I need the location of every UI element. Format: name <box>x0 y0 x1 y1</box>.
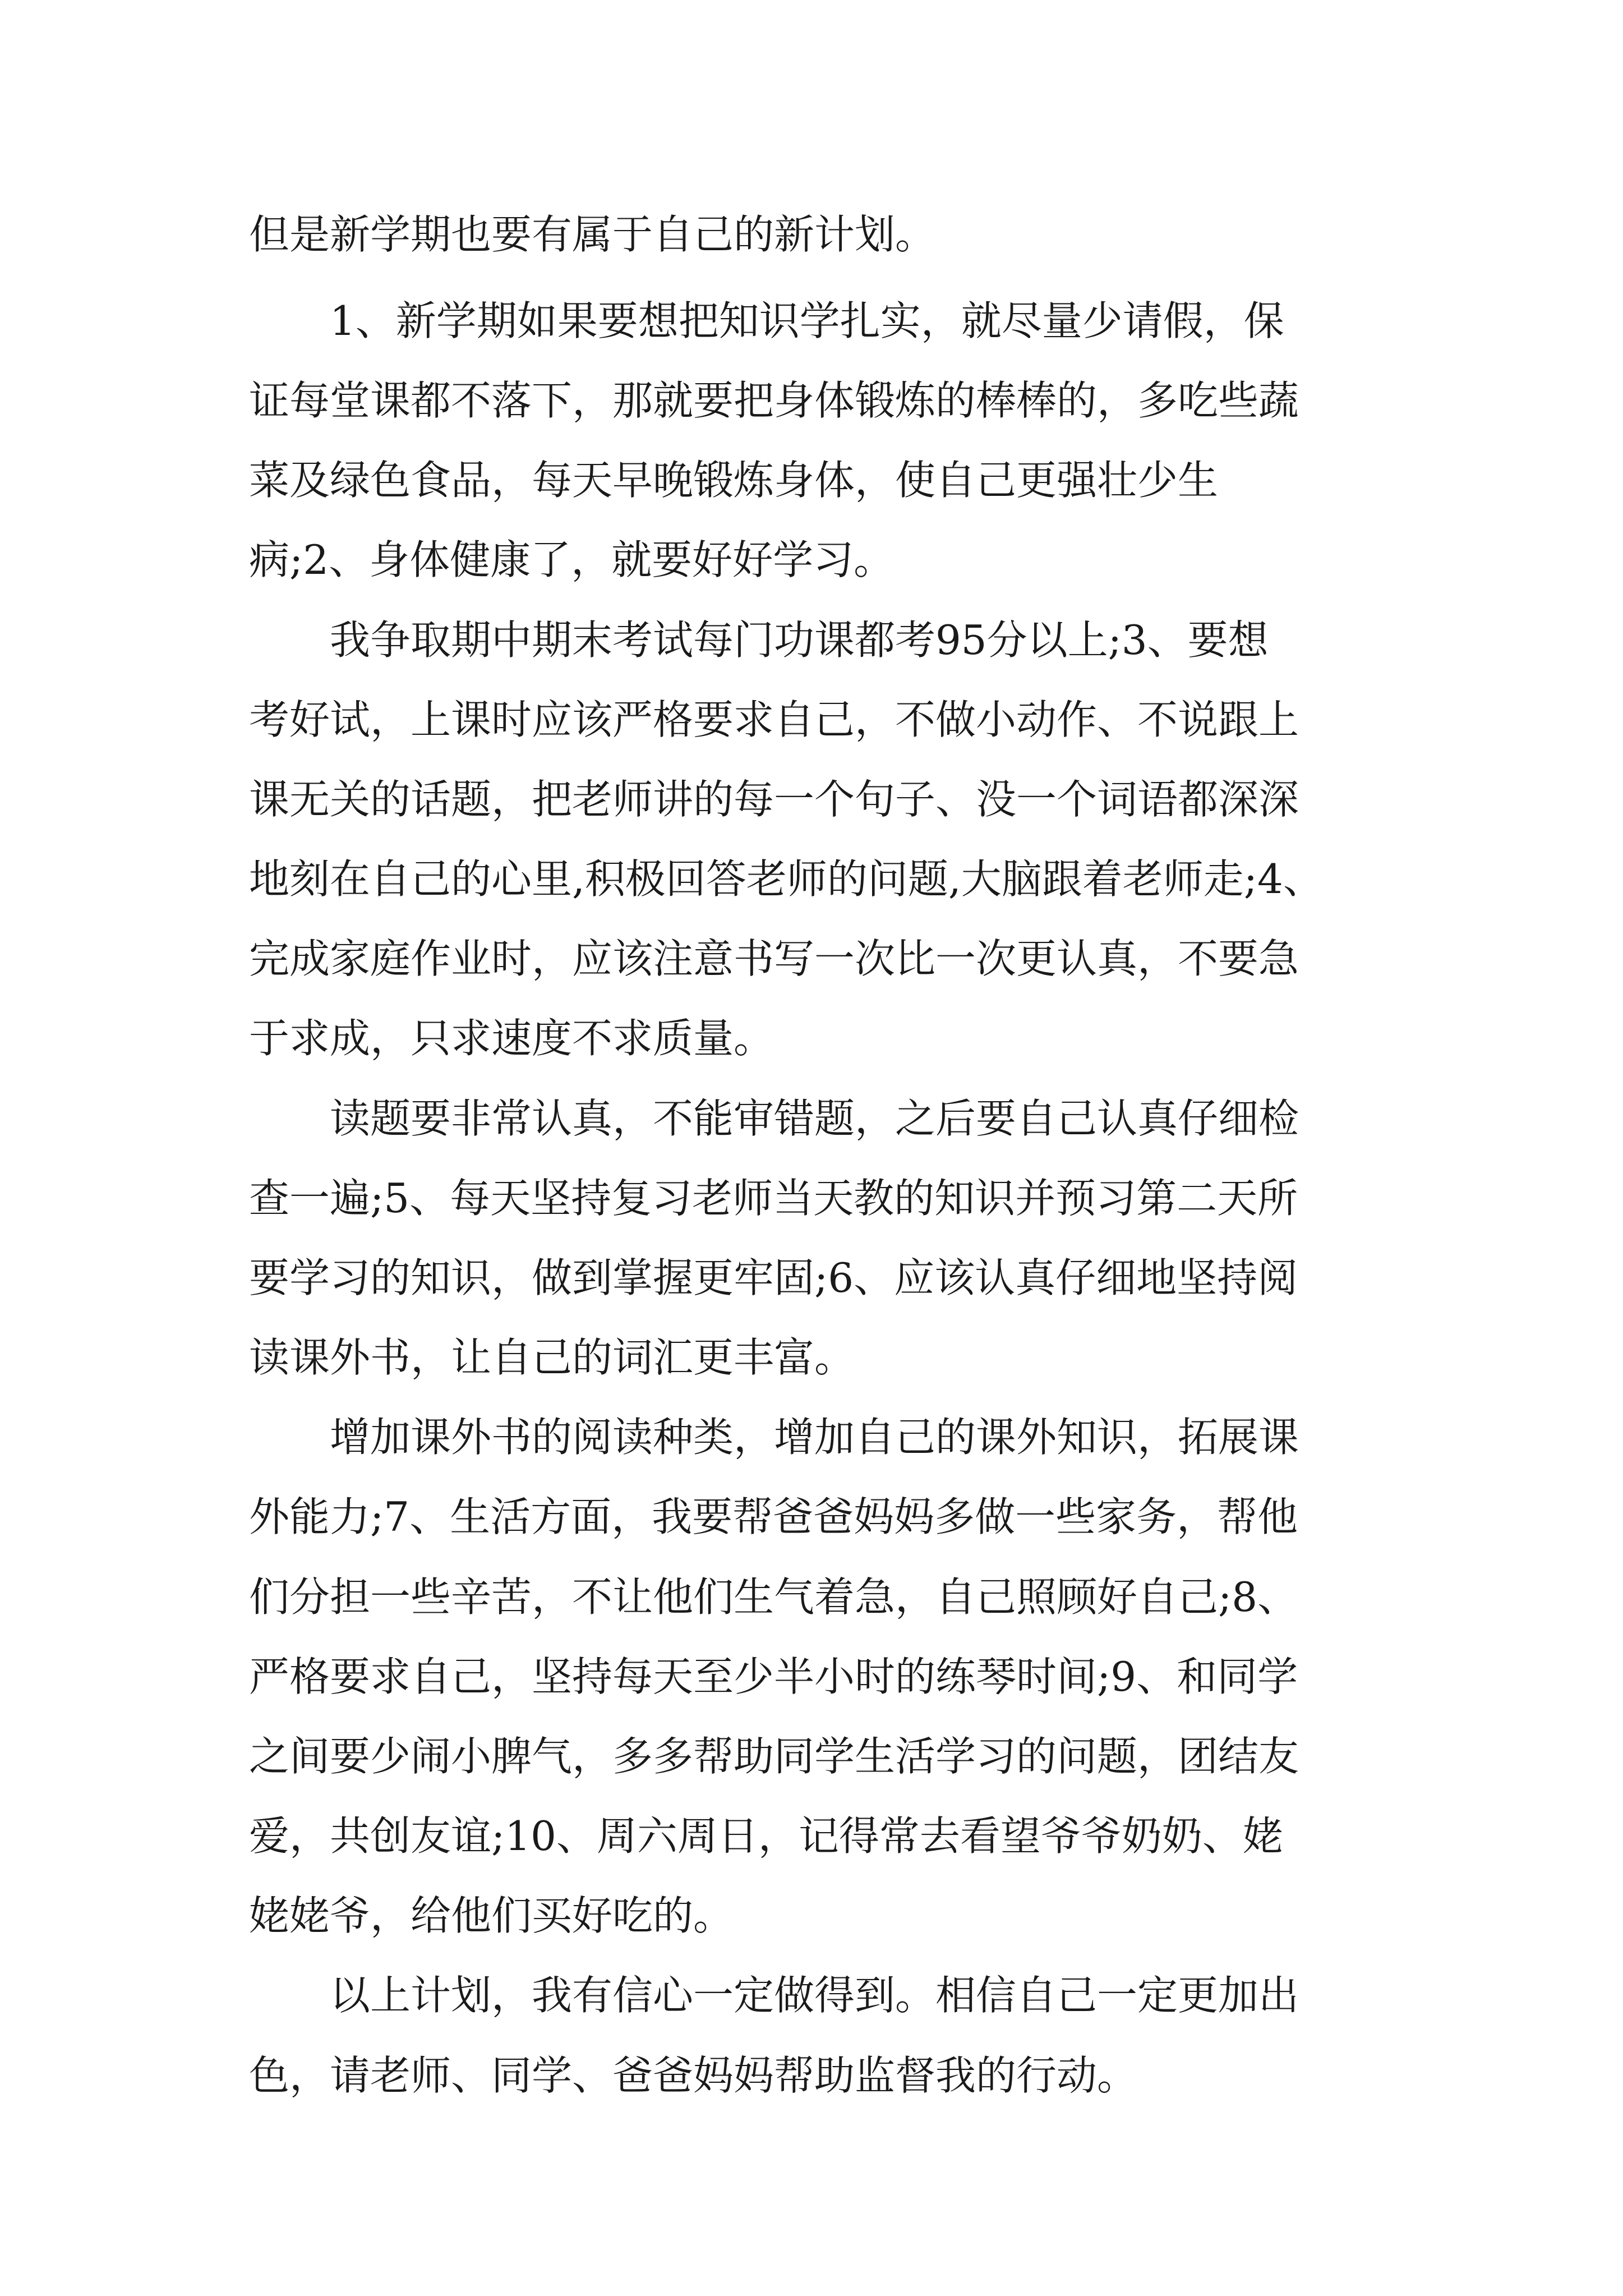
paragraph-line: 要学习的知识，做到掌握更牢固;6、应该认真仔细地坚持阅 <box>249 1254 1298 1301</box>
paragraph-line: 外能力;7、生活方面，我要帮爸爸妈妈多做一些家务，帮他 <box>249 1493 1298 1540</box>
paragraph-line: 爱，共创友谊;10、周六周日，记得常去看望爷爷奶奶、姥 <box>249 1812 1283 1860</box>
paragraph-line: 以上计划，我有信心一定做得到。相信自己一定更加出 <box>330 1972 1299 2019</box>
paragraph-line: 证每堂课都不落下，那就要把身体锻炼的棒棒的，多吃些蔬 <box>249 377 1299 424</box>
paragraph-line: 色，请老师、同学、爸爸妈妈帮助监督我的行动。 <box>249 2052 1138 2099</box>
paragraph-line: 姥姥爷，给他们买好吃的。 <box>249 1892 734 1939</box>
paragraph-line: 严格要求自己，坚持每天至少半小时的练琴时间;9、和同学 <box>249 1653 1298 1700</box>
paragraph-line: 之间要少闹小脾气，多多帮助同学生活学习的问题，团结友 <box>249 1733 1299 1780</box>
paragraph-line: 课无关的话题，把老师讲的每一个句子、没一个词语都深深 <box>249 776 1299 823</box>
paragraph-line: 增加课外书的阅读种类，增加自己的课外知识，拓展课 <box>330 1414 1299 1461</box>
paragraph-line: 地刻在自己的心里,积极回答老师的问题,大脑跟着老师走;4、 <box>249 855 1324 903</box>
paragraph-line: 病;2、身体健康了，就要好好学习。 <box>249 536 895 583</box>
paragraph-line: 完成家庭作业时，应该注意书写一次比一次更认真，不要急 <box>249 935 1299 982</box>
paragraph-line: 但是新学期也要有属于自己的新计划。 <box>249 211 936 258</box>
paragraph-line: 读课外书，让自己的词汇更丰富。 <box>249 1334 855 1381</box>
paragraph-line: 们分担一些辛苦，不让他们生气着急，自己照顾好自己;8、 <box>249 1573 1298 1621</box>
paragraph-line: 1、新学期如果要想把知识学扎实，就尽量少请假，保 <box>330 297 1284 344</box>
paragraph-line: 查一遍;5、每天坚持复习老师当天教的知识并预习第二天所 <box>249 1175 1298 1222</box>
paragraph-line: 考好试，上课时应该严格要求自己，不做小动作、不说跟上 <box>249 696 1299 743</box>
paragraph-line: 读题要非常认真，不能审错题，之后要自己认真仔细检 <box>330 1095 1299 1142</box>
paragraph-line: 菜及绿色食品，每天早晚锻炼身体，使自己更强壮少生 <box>249 457 1219 504</box>
paragraph-line: 于求成，只求速度不求质量。 <box>249 1015 774 1062</box>
paragraph-line: 我争取期中期末考试每门功课都考95分以上;3、要想 <box>330 616 1269 664</box>
